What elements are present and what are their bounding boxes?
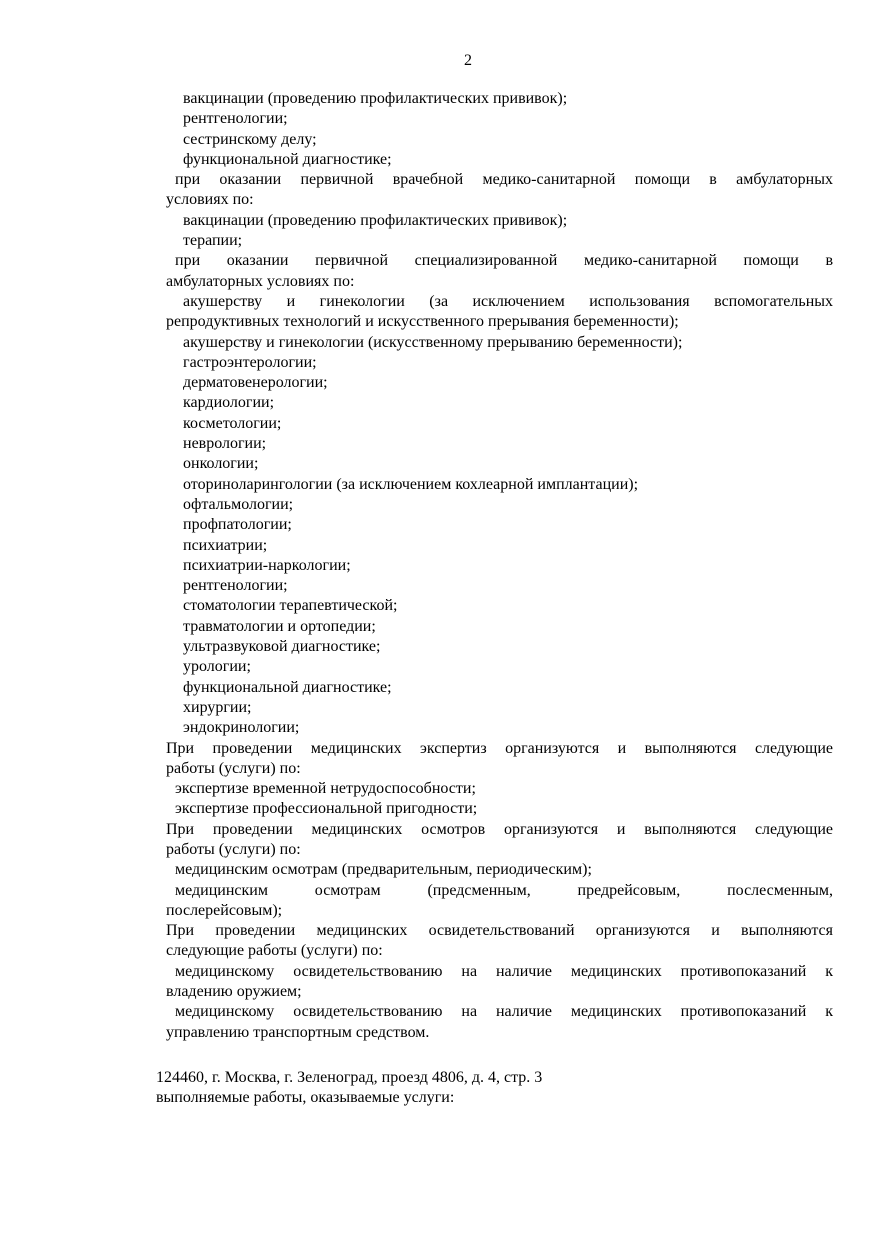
text-line: оториноларингологии (за исключением кохлеарной имплантации);	[183, 475, 639, 493]
address-caption: выполняемые работы, оказываемые услуги:	[156, 1089, 455, 1107]
text-line: психиатрии-наркологии;	[183, 556, 351, 574]
text-line: медицинскому освидетельствованию на наличие медицинских противопоказаний к	[175, 1003, 833, 1021]
text-line: функциональной диагностике;	[183, 150, 392, 168]
text-line: владению оружием;	[166, 983, 302, 1001]
text-line: урологии;	[183, 658, 251, 676]
text-line: при оказании первичной специализированной медико-санитарной помощи в	[175, 252, 833, 270]
text-line: дерматовенерологии;	[183, 374, 328, 392]
text-line: вакцинации (проведению профилактических прививок);	[183, 211, 568, 229]
text-line: стоматологии терапевтической;	[183, 597, 398, 615]
text-line: послерейсовым);	[166, 901, 283, 919]
text-line: работы (услуги) по:	[166, 840, 301, 858]
text-line: условиях по:	[166, 191, 254, 209]
text-line: хирургии;	[183, 698, 252, 716]
text-line: терапии;	[183, 232, 243, 250]
address-block	[156, 1068, 836, 1109]
text-line: онкологии;	[183, 455, 259, 473]
text-line: работы (услуги) по:	[166, 759, 301, 777]
text-line: управлению транспортным средством.	[166, 1023, 430, 1041]
text-line: экспертизе временной нетрудоспособности;	[175, 780, 476, 798]
text-line: неврологии;	[183, 435, 267, 453]
text-line: при оказании первичной врачебной медико-санитарной помощи в амбулаторных	[175, 171, 833, 189]
text-line: гастроэнтерологии;	[183, 353, 317, 371]
text-line: репродуктивных технологий и искусственного прерывания беременности);	[166, 313, 679, 331]
address-line: 124460, г. Москва, г. Зеленоград, проезд 4806, д. 4, стр. 3	[156, 1069, 543, 1086]
text-line: кардиологии;	[183, 394, 275, 412]
text-line: При проведении медицинских экспертиз организуются и выполняются следующие	[166, 739, 833, 757]
text-line: ультразвуковой диагностике;	[183, 638, 381, 656]
text-line: функциональной диагностике;	[183, 678, 392, 696]
text-line: медицинским осмотрам (предварительным, периодическим);	[175, 861, 592, 879]
text-line: косметологии;	[183, 414, 282, 432]
text-line: рентгенологии;	[183, 577, 288, 595]
text-line: акушерству и гинекологии (искусственному прерыванию беременности);	[183, 333, 683, 351]
text-line: экспертизе профессиональной пригодности;	[175, 800, 478, 818]
text-line: эндокринологии;	[183, 719, 300, 737]
text-line: При проведении медицинских осмотров организуются и выполняются следующие	[166, 820, 833, 838]
text-line: вакцинации (проведению профилактических прививок);	[183, 90, 568, 107]
text-line: медицинскому освидетельствованию на наличие медицинских противопоказаний к	[175, 962, 833, 980]
document-body	[166, 89, 833, 1043]
text-line: сестринскому делу;	[183, 130, 317, 148]
text-line: При проведении медицинских освидетельствований организуются и выполняются	[166, 922, 833, 940]
text-line: травматологии и ортопедии;	[183, 617, 376, 635]
text-line: психиатрии;	[183, 536, 268, 554]
page-number: 2	[464, 52, 472, 69]
text-line: амбулаторных условиях по:	[166, 272, 355, 290]
text-line: рентгенологии;	[183, 110, 288, 128]
text-line: медицинским осмотрам (предсменным, предрейсовым, послесменным,	[175, 881, 833, 899]
text-line: профпатологии;	[183, 516, 292, 534]
text-line: акушерству и гинекологии (за исключением использования вспомогательных	[183, 292, 833, 310]
text-line: офтальмологии;	[183, 495, 294, 513]
text-line: следующие работы (услуги) по:	[166, 942, 383, 960]
